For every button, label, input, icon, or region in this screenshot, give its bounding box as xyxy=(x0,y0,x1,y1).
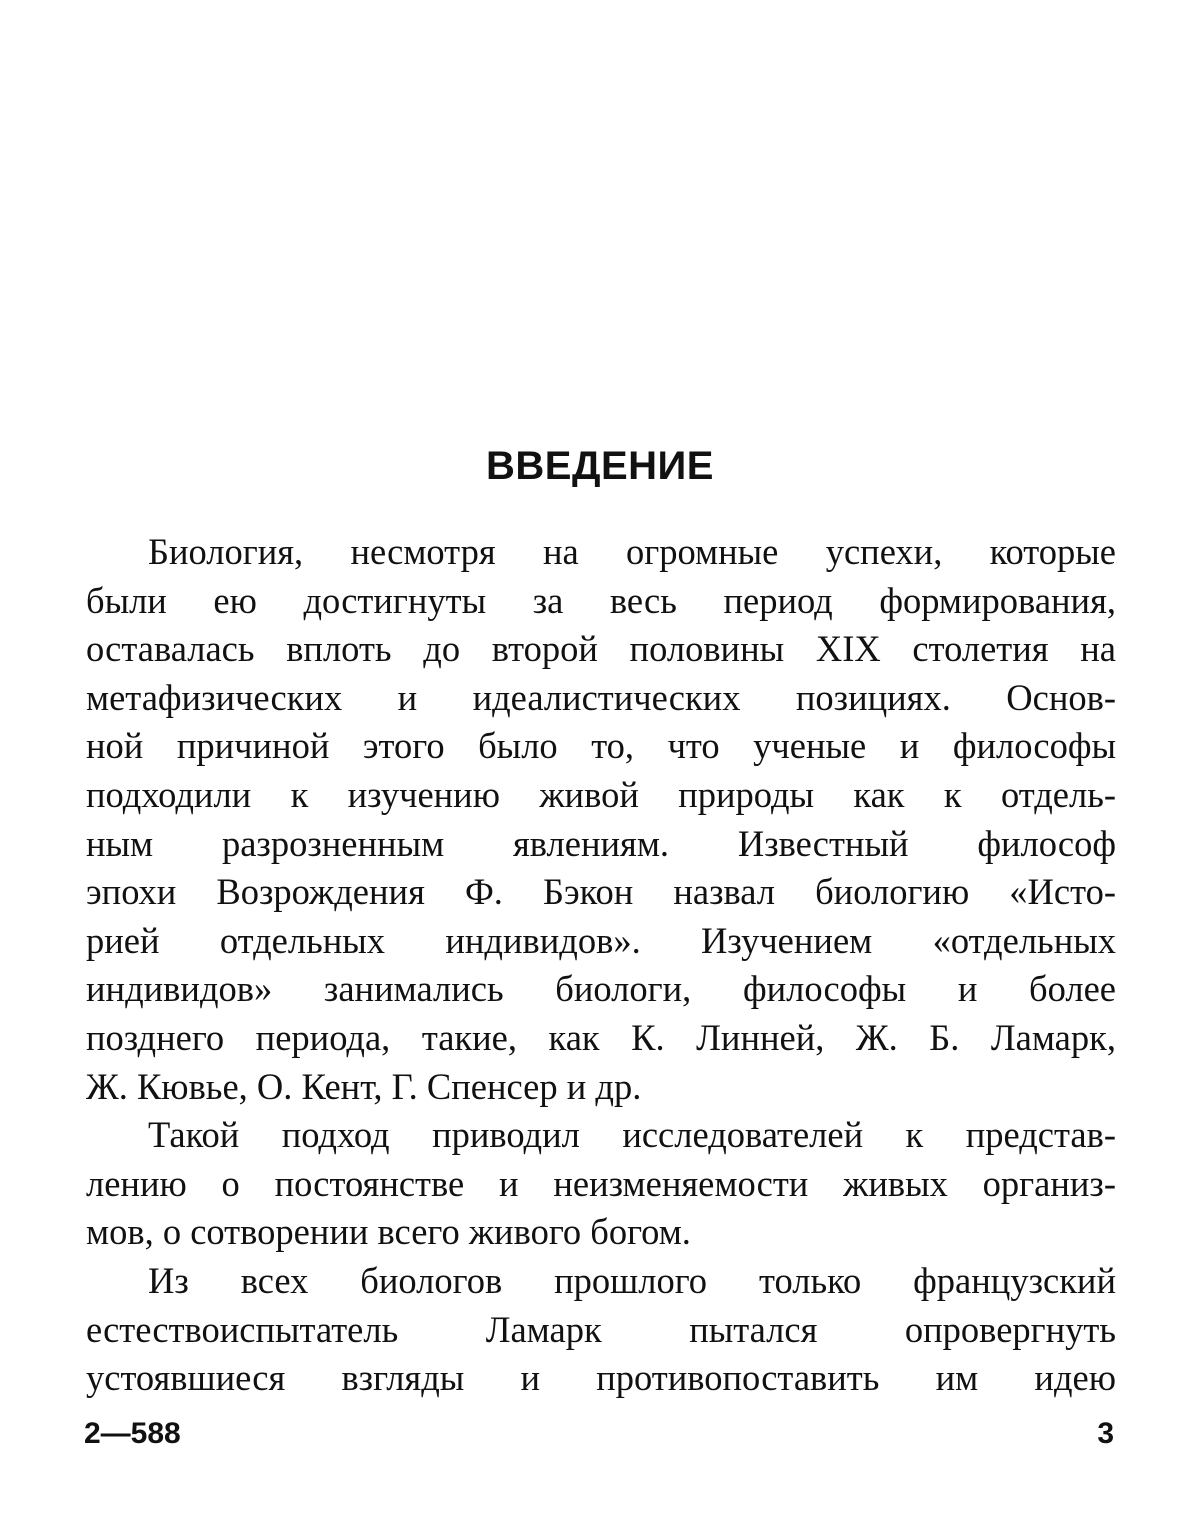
text-line: эпохи Возрождения Ф. Бэкон назвал биологию «Исто- xyxy=(86,871,1116,913)
text-line: ной причиной этого было то, что ученые и философы xyxy=(86,725,1116,767)
signature-mark: 2—588 xyxy=(84,1417,181,1450)
text-line: Такой подход приводил исследователей к представ- xyxy=(148,1114,1116,1156)
text-line: подходили к изучению живой природы как к отдель- xyxy=(86,773,1116,815)
text-line: были ею достигнуты за весь период формирования, xyxy=(86,579,1116,621)
page-title: ВВЕДЕНИЕ xyxy=(486,444,714,488)
text-line: Биология, несмотря на огромные успехи, которые xyxy=(148,531,1116,572)
text-line: ным разрозненным явлениям. Известный философ xyxy=(86,822,1116,864)
text-line: естествоиспытатель Ламарк пытался опровергнуть xyxy=(86,1308,1116,1350)
text-line: Ж. Кювье, О. Кент, Г. Спенсер и др. xyxy=(86,1065,642,1107)
text-line: индивидов» занимались биологи, философы и более xyxy=(86,968,1116,1010)
text-line: метафизических и идеалистических позициях. Основ- xyxy=(86,676,1116,718)
text-line: Из всех биологов прошлого только французский xyxy=(148,1259,1116,1301)
text-line: рией отдельных индивидов». Изучением «отдельных xyxy=(86,919,1116,961)
text-line: устоявшиеся взгляды и противопоставить им идею xyxy=(86,1357,1116,1399)
text-line: позднего периода, такие, как К. Линней, Ж. Б. Ламарк, xyxy=(86,1016,1116,1058)
page-number: 3 xyxy=(1097,1417,1114,1450)
text-line: оставалась вплоть до второй половины XIX столетия на xyxy=(86,628,1116,670)
text-line: лению о постоянстве и неизменяемости живых организ- xyxy=(86,1162,1116,1204)
body-text xyxy=(86,528,1116,1403)
text-line: мов, о сотворении всего живого богом. xyxy=(86,1211,691,1253)
